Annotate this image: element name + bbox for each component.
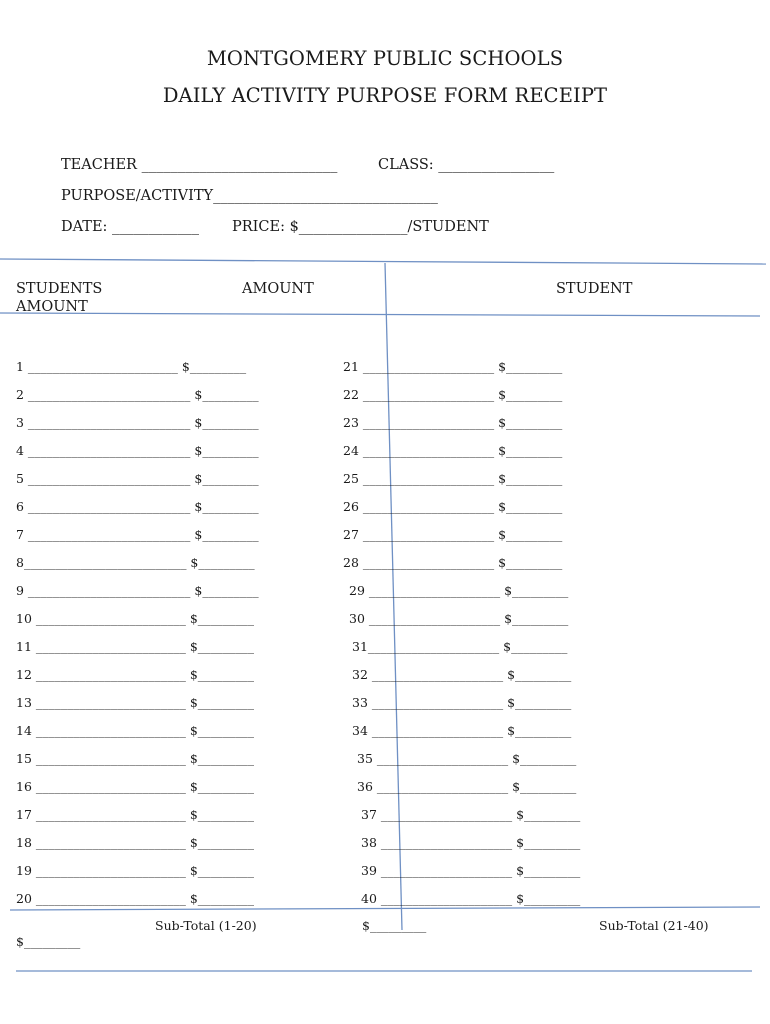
date-field[interactable]: DATE: ____________ bbox=[61, 219, 200, 235]
student-entry-left-row[interactable]: 8__________________________ $_________ bbox=[16, 555, 255, 570]
student-entry-left-row[interactable]: 19 ________________________ $_________ bbox=[16, 863, 255, 878]
student-entry-left-row[interactable]: 5 __________________________ $_________ bbox=[16, 471, 259, 486]
price-field[interactable]: PRICE: $_______________/STUDENT bbox=[232, 219, 489, 235]
student-entry-left-row[interactable]: 14 ________________________ $_________ bbox=[16, 723, 255, 738]
student-entry-right-row[interactable]: 31_____________________ $_________ bbox=[352, 639, 568, 654]
student-entry-right-row[interactable]: 34 _____________________ $_________ bbox=[352, 723, 572, 738]
student-entry-left-row[interactable]: 18 ________________________ $_________ bbox=[16, 835, 255, 850]
student-entry-right-row[interactable]: 25 _____________________ $_________ bbox=[343, 471, 563, 486]
student-entry-left-row[interactable]: 11 ________________________ $_________ bbox=[16, 639, 255, 654]
student-entry-left-row[interactable]: 1 ________________________ $_________ bbox=[16, 359, 247, 374]
student-entry-right-row[interactable]: 30 _____________________ $_________ bbox=[349, 611, 569, 626]
student-entry-left-row[interactable]: 15 ________________________ $_________ bbox=[16, 751, 255, 766]
student-entry-left-row[interactable]: 10 ________________________ $_________ bbox=[16, 611, 255, 626]
student-entry-left-row[interactable]: 16 ________________________ $_________ bbox=[16, 779, 255, 794]
student-entry-right-row[interactable]: 36 _____________________ $_________ bbox=[357, 779, 577, 794]
student-entry-right-row[interactable]: 35 _____________________ $_________ bbox=[357, 751, 577, 766]
col-amount: AMOUNT bbox=[242, 281, 314, 297]
form-title: DAILY ACTIVITY PURPOSE FORM RECEIPT bbox=[162, 84, 608, 107]
student-entry-left-row[interactable]: 20 ________________________ $_________ bbox=[16, 891, 255, 906]
student-entry-left-row[interactable]: 9 __________________________ $_________ bbox=[16, 583, 259, 598]
student-entry-right-row[interactable]: 21 _____________________ $_________ bbox=[343, 359, 563, 374]
student-entry-left-row[interactable]: 3 __________________________ $_________ bbox=[16, 415, 259, 430]
student-entry-right-row[interactable]: 29 _____________________ $_________ bbox=[349, 583, 569, 598]
subtotal-right-value[interactable]: $_________ bbox=[16, 934, 81, 949]
student-entry-left-row[interactable]: 7 __________________________ $_________ bbox=[16, 527, 259, 542]
student-entry-left-row[interactable]: 6 __________________________ $_________ bbox=[16, 499, 259, 514]
student-entry-right-row[interactable]: 23 _____________________ $_________ bbox=[343, 415, 563, 430]
subtotal-left-value[interactable]: $_________ bbox=[362, 918, 427, 933]
student-entry-right-row[interactable]: 26 _____________________ $_________ bbox=[343, 499, 563, 514]
student-entry-right-row[interactable]: 24 _____________________ $_________ bbox=[343, 443, 563, 458]
student-entry-right-row[interactable]: 27 _____________________ $_________ bbox=[343, 527, 563, 542]
student-entry-right-row[interactable]: 33 _____________________ $_________ bbox=[352, 695, 572, 710]
student-entry-right-row[interactable]: 37 _____________________ $_________ bbox=[361, 807, 581, 822]
teacher-field[interactable]: TEACHER ___________________________ bbox=[61, 157, 338, 173]
col-student-right: STUDENT bbox=[556, 281, 633, 297]
subtotal-right-label: Sub-Total (21-40) bbox=[599, 918, 709, 933]
rule-top bbox=[0, 259, 766, 264]
student-entry-right-row[interactable]: 40 _____________________ $_________ bbox=[361, 891, 581, 906]
student-entry-left-row[interactable]: 12 ________________________ $_________ bbox=[16, 667, 255, 682]
student-entry-left-row[interactable]: 13 ________________________ $_________ bbox=[16, 695, 255, 710]
student-entry-left-row[interactable]: 17 ________________________ $_________ bbox=[16, 807, 255, 822]
rule-subtotal-top bbox=[10, 907, 760, 910]
subtotal-left-label: Sub-Total (1-20) bbox=[155, 918, 257, 933]
col-amount-wrap: AMOUNT bbox=[16, 299, 88, 315]
student-entry-right-row[interactable]: 32 _____________________ $_________ bbox=[352, 667, 572, 682]
student-entry-right-row[interactable]: 39 _____________________ $_________ bbox=[361, 863, 581, 878]
purpose-field[interactable]: PURPOSE/ACTIVITY_______________________________ bbox=[61, 188, 438, 204]
student-entry-left-row[interactable]: 2 __________________________ $_________ bbox=[16, 387, 259, 402]
student-entry-left-row[interactable]: 4 __________________________ $_________ bbox=[16, 443, 259, 458]
student-entry-right-row[interactable]: 28 _____________________ $_________ bbox=[343, 555, 563, 570]
school-title: MONTGOMERY PUBLIC SCHOOLS bbox=[206, 47, 564, 70]
rule-header-bottom bbox=[0, 313, 760, 316]
col-students: STUDENTS bbox=[16, 281, 103, 297]
class-field[interactable]: CLASS: ________________ bbox=[378, 157, 555, 173]
student-entry-right-row[interactable]: 38 _____________________ $_________ bbox=[361, 835, 581, 850]
student-entry-right-row[interactable]: 22 _____________________ $_________ bbox=[343, 387, 563, 402]
